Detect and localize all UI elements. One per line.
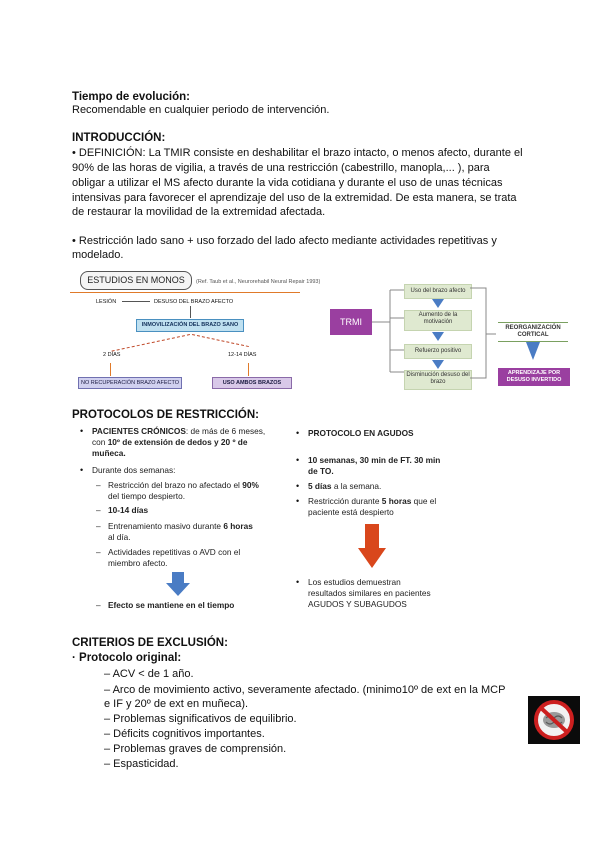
- chronic-line2-bold: 10º de extensión de dedos y 20 º de: [107, 437, 248, 447]
- sub-item-3: [108, 521, 278, 543]
- intro-line: de restaurar la movilidad de la extremidad afectada.: [72, 206, 326, 218]
- learn-box: APRENDIZAJE POR DESUSO INVERTIDO: [498, 368, 570, 386]
- evolution-heading: Tiempo de evolución:: [72, 91, 190, 103]
- two-weeks: Durante dos semanas:: [92, 465, 176, 475]
- acute-item-1: [308, 455, 488, 477]
- intro-line: 90% de las horas de vigilia, a través de una restricción (cabestrillo, manopla,... ), para: [72, 162, 490, 174]
- sub1-a: Restricción del brazo no afectado el: [108, 480, 243, 490]
- chronic-text: [92, 426, 282, 459]
- r3-b: 5 horas: [381, 496, 412, 506]
- r4-b: resultados similares en pacientes: [308, 588, 431, 598]
- acute-item-4: [308, 577, 488, 610]
- intro-line: • DEFINICIÓN: La TMIR consiste en deshabilitar el brazo intacto, o menos afecto, durante el: [72, 147, 523, 159]
- result-right-box: USO AMBOS BRAZOS: [212, 377, 292, 389]
- monkey-diagram: [70, 268, 321, 393]
- trmi-box: TRMI: [330, 309, 372, 335]
- blue-arrow-icon: [432, 360, 444, 369]
- dash: –: [96, 547, 101, 557]
- dashed-arrow: [192, 334, 249, 348]
- sub3-a: Entrenamiento masivo durante: [108, 521, 224, 531]
- exclusion-item: – Espasticidad.: [104, 758, 179, 770]
- step-box: Refuerzo positivo: [404, 344, 472, 359]
- left-result: Efecto se mantiene en el tiempo: [108, 600, 235, 610]
- blue-arrow-icon: [432, 332, 444, 341]
- step-box: Disminución desuso del brazo: [404, 370, 472, 390]
- monkey-subtitle: (Ref. Taub et al., Neurorehabil Neural Repair 1993): [196, 279, 321, 285]
- step-box: Uso del brazo afecto: [404, 284, 472, 299]
- dash: –: [96, 521, 101, 531]
- no-brain-icon: [528, 696, 580, 744]
- step-box: Aumento de la motivación: [404, 310, 472, 331]
- exclusion-item: – ACV < de 1 año.: [104, 668, 194, 680]
- r4-a: Los estudios demuestran: [308, 577, 401, 587]
- protocols-heading: PROTOCOLOS DE RESTRICCIÓN:: [72, 409, 259, 421]
- bullet: •: [296, 481, 300, 491]
- blue-arrow-icon: [526, 342, 540, 360]
- intro-line: • Restricción lado sano + uso forzado del lado afecto mediante actividades repetitivas y: [72, 235, 497, 247]
- bullet: •: [296, 577, 300, 587]
- sub-item-1: [108, 480, 278, 502]
- r3-d: paciente está despierto: [308, 507, 394, 517]
- bullet: •: [296, 496, 300, 506]
- reorg-label: REORGANIZACIÓN CORTICAL: [498, 322, 568, 342]
- bullet: •: [296, 428, 300, 438]
- exclusion-item: – Déficits cognitivos importantes.: [104, 728, 265, 740]
- arrow-line: [122, 301, 150, 302]
- chronic-rest: : de más de 6 meses,: [185, 426, 266, 436]
- blue-arrow-icon: [432, 299, 444, 308]
- intro-line: modelado.: [72, 249, 124, 261]
- r2-b: a la semana.: [331, 481, 382, 491]
- sub3-b: 6 horas: [223, 521, 253, 531]
- dash: –: [96, 600, 101, 610]
- down-arrow-icon: [358, 524, 386, 568]
- intro-heading: INTRODUCCIÓN:: [72, 132, 166, 144]
- chronic-line3-bold: muñeca.: [92, 448, 126, 458]
- trmi-bracket: [470, 276, 500, 391]
- sub4-b: miembro afecto.: [108, 558, 168, 568]
- exclusion-item: – Arco de movimiento activo, severamente afectado. (minimo10º de ext en la MCP: [104, 684, 506, 696]
- r3-c: que el: [411, 496, 437, 506]
- monkey-title-box: [80, 271, 192, 290]
- result-left-box: NO RECUPERACIÓN BRAZO AFECTO: [78, 377, 182, 389]
- dashed-arrow: [112, 334, 191, 353]
- sub1-c: del tiempo despierto.: [108, 491, 186, 501]
- orange-divider: [70, 292, 300, 293]
- bullet: •: [296, 455, 300, 465]
- acute-item-2: [308, 481, 381, 492]
- exclusion-item: e IF y 20º de ext en muñeca).: [104, 698, 249, 710]
- intro-line: obligar a utilizar el MS afecto durante la vida cotidiana y durante el uso de unas técnicas: [72, 177, 503, 189]
- chronic-bold: PACIENTES CRÓNICOS: [92, 426, 186, 436]
- trmi-diagram: [330, 276, 580, 396]
- sub1-b: 90%: [242, 480, 259, 490]
- r3-a: Restricción durante: [308, 496, 382, 506]
- bullet: •: [80, 426, 84, 436]
- monkey-title: ESTUDIOS EN MONOS: [87, 275, 185, 285]
- dash: –: [96, 505, 101, 515]
- desuse-label: DESUSO DEL BRAZO AFECTO: [154, 299, 234, 305]
- exclusion-subheading: · Protocolo original:: [72, 652, 182, 664]
- acute-item-3: [308, 496, 488, 518]
- r1-a: 10 semanas, 30 min de FT. 30 min: [308, 455, 441, 465]
- evolution-text: Recomendable en cualquier periodo de intervención.: [72, 104, 330, 116]
- arrow-line: [190, 306, 191, 318]
- lesion-label: LESIÓN: [96, 299, 117, 305]
- days-right: 12-14 DÍAS: [228, 352, 257, 358]
- dash: –: [96, 480, 101, 490]
- acute-title: PROTOCOLO EN AGUDOS: [308, 428, 414, 438]
- r2-a: 5 días: [308, 481, 332, 491]
- orange-line: [248, 363, 249, 376]
- intro-line: intensivas para favorecer el aprendizaje del uso de la extremidad. De esta manera, se trata: [72, 192, 517, 204]
- sub4-a: Actividades repetitivas o AVD con el: [108, 547, 241, 557]
- r1-b: de TO.: [308, 466, 334, 476]
- days-left: 2 DÍAS: [103, 352, 121, 358]
- immob-box: INMOVILIZACIÓN DEL BRAZO SANO: [136, 319, 244, 332]
- r4-c: AGUDOS Y SUBAGUDOS: [308, 599, 407, 609]
- bullet: •: [80, 465, 84, 475]
- exclusion-heading: CRITERIOS DE EXCLUSIÓN:: [72, 637, 228, 649]
- down-arrow-icon: [166, 572, 190, 596]
- sub-item-2: 10-14 días: [108, 505, 149, 515]
- exclusion-item: – Problemas graves de comprensión.: [104, 743, 287, 755]
- orange-line: [110, 363, 111, 376]
- sub-item-4: [108, 547, 278, 569]
- chronic-line2-pre: con: [92, 437, 108, 447]
- sub3-c: al día.: [108, 532, 131, 542]
- exclusion-item: – Problemas significativos de equilibrio.: [104, 713, 297, 725]
